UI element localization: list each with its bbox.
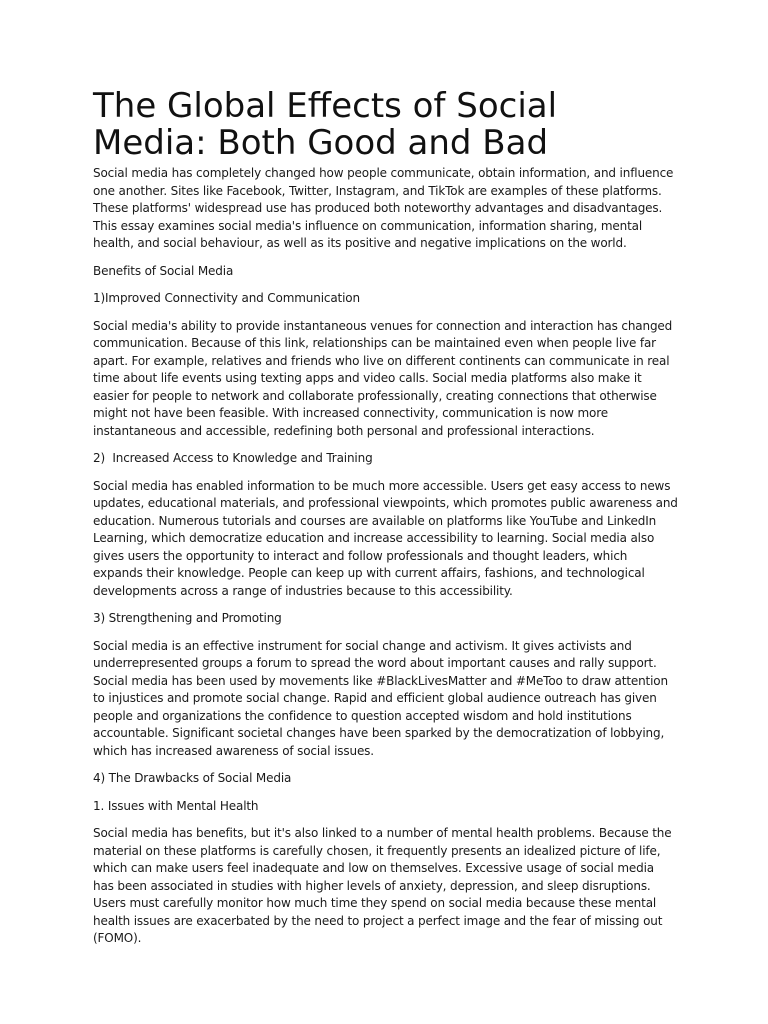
- subheading-mental-health: 1. Issues with Mental Health: [93, 798, 259, 813]
- paragraph-knowledge: Social media has enabled information to be much more accessible. Users get easy access to news updates, educational materials, and professional viewpoints, which promotes public awareness and education. Numerous tutorials and courses are available on platforms like YouTube and LinkedIn Learning, which democratize education and increase accessibility to learning. Social media also gives users the opportunity to interact and follow professionals and thought leaders, which expands their knowledge. People can keep up with current affairs, fashions, and technological developments across a range of industries because to this accessibility.: [93, 478, 678, 598]
- subheading-knowledge: 2) Increased Access to Knowledge and Training: [93, 451, 373, 465]
- paragraph-mental-health: Social media has benefits, but it's also linked to a number of mental health problems. Because the material on these platforms is carefully chosen, it frequently presents an idealized picture of life, which can make users feel inadequate and low on themselves. Excessive usage of social media has been associated in studies with higher levels of anxiety, depression, and sleep disruptions. Users must carefully monitor how much time they spend on social media because these mental health issues are exacerbated by the need to project a perfect image and the fear of missing out (FOMO).: [93, 826, 672, 945]
- document-title: The Global Effects of Social Media: Both Good and Bad: [93, 86, 558, 163]
- section-heading-benefits: Benefits of Social Media: [93, 263, 234, 278]
- section-heading-drawbacks: 4) The Drawbacks of Social Media: [93, 771, 292, 785]
- paragraph-connectivity: Social media's ability to provide instantaneous venues for connection and interaction has changed communication. Because of this link, relationships can be maintained even when people live far apart. For example, relatives and friends who live on different continents can communicate in real time about life events using texting apps and video calls. Social media platforms also make it easier for people to network and collaborate professionally, creating connections that otherwise might not have been feasible. With increased connectivity, communication is now more instantaneous and accessible, redefining both personal and professional interactions.: [93, 318, 673, 438]
- document-page: [93, 88, 678, 958]
- paragraph-strengthening: Social media is an effective instrument for social change and activism. It gives activists and underrepresented groups a forum to spread the word about important causes and rally support. Social media has been used by movements like #BlackLivesMatter and #MeToo to draw attention to injustices and promote social change. Rapid and efficient global audience outreach has given people and organizations the confidence to question accepted wisdom and hold institutions accountable. Significant societal changes have been sparked by the democratization of lobbying, which has increased awareness of social issues.: [93, 638, 668, 758]
- subheading-connectivity: 1)Improved Connectivity and Communication: [93, 291, 360, 305]
- subheading-strengthening: 3) Strengthening and Promoting: [93, 611, 282, 625]
- intro-paragraph: Social media has completely changed how people communicate, obtain information, and influence one another. Sites like Facebook, Twitter, Instagram, and TikTok are examples of these platforms. These platforms' widespread use has produced both noteworthy advantages and disadvantages. This essay examines social media's influence on communication, information sharing, mental health, and social behaviour, as well as its positive and negative implications on the world.: [93, 166, 674, 250]
